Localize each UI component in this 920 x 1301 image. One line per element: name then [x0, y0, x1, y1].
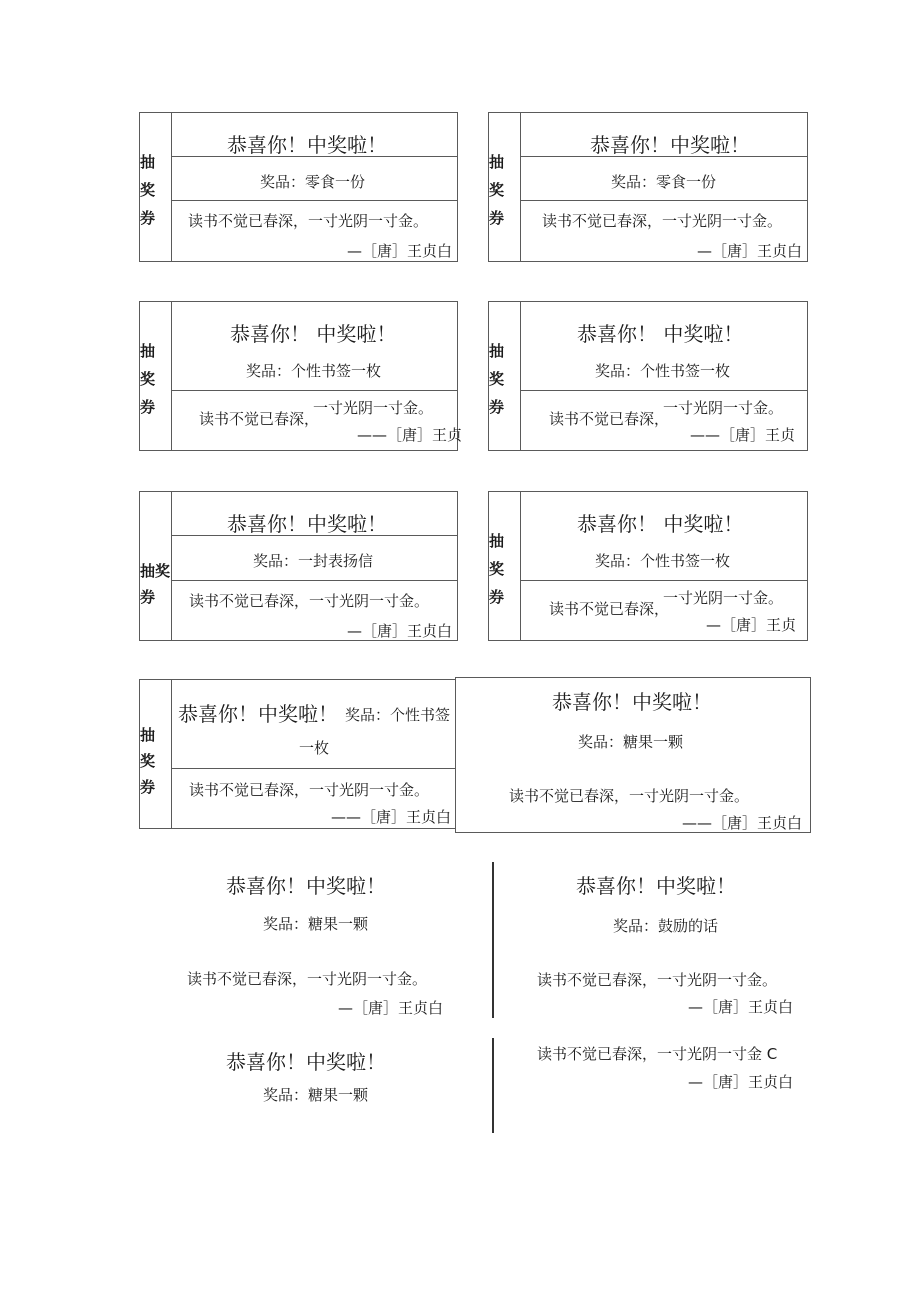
vertical-divider	[492, 862, 494, 1018]
side-char: 券	[489, 588, 505, 606]
ticket-11-prize: 奖品：糖果一颗	[263, 1086, 369, 1104]
divider	[521, 390, 807, 391]
ticket-prize-part2: 一枚	[299, 739, 330, 757]
side-char: 券	[140, 398, 156, 416]
ticket-title: 恭喜你！ 中奖啦！	[230, 322, 397, 346]
side-char: 券	[489, 209, 505, 227]
ticket-12-author: —［唐］王贞白	[688, 1073, 794, 1091]
side-char: 奖	[140, 370, 156, 388]
ticket-side-label	[140, 113, 172, 261]
ticket-poem: 读书不觉已春深，一寸光阴一寸金。	[542, 212, 783, 230]
ticket-author: ——［唐］王贞白	[331, 808, 452, 826]
side-char: 券	[140, 778, 156, 796]
ticket-poem-part1: 读书不觉已春深，	[549, 600, 670, 618]
ticket-9-poem: 读书不觉已春深，一寸光阴一寸金。	[187, 970, 428, 988]
ticket-author: ——［唐］王贞	[690, 426, 796, 444]
side-char: 奖	[140, 181, 156, 199]
ticket-side-label	[140, 302, 172, 450]
ticket-9-title: 恭喜你！中奖啦！	[226, 874, 386, 898]
ticket-7	[139, 679, 458, 829]
ticket-poem: 读书不觉已春深，一寸光阴一寸金。	[509, 787, 750, 805]
side-char: 抽	[489, 153, 505, 171]
side-char: 奖	[489, 181, 505, 199]
ticket-poem-part1: 读书不觉已春深，	[549, 410, 670, 428]
side-char: 券	[140, 588, 156, 606]
divider	[521, 200, 807, 201]
ticket-1	[139, 112, 458, 262]
ticket-poem: 读书不觉已春深，一寸光阴一寸金。	[189, 592, 430, 610]
ticket-side-label	[489, 492, 521, 640]
side-char: 奖	[489, 560, 505, 578]
ticket-10-title: 恭喜你！中奖啦！	[576, 874, 736, 898]
ticket-prize: 奖品：零食一份	[260, 173, 366, 191]
ticket-prize: 奖品：个性书签一枚	[595, 552, 731, 570]
ticket-side-label	[140, 492, 172, 640]
ticket-author: ——［唐］王贞白	[682, 814, 803, 832]
ticket-author: —［唐］王贞	[706, 616, 797, 634]
ticket-author: ——［唐］王贞	[357, 426, 463, 444]
ticket-author: —［唐］王贞白	[347, 242, 453, 260]
ticket-prize: 奖品：糖果一颗	[578, 733, 684, 751]
ticket-title: 恭喜你！ 中奖啦！	[577, 322, 744, 346]
divider	[172, 200, 457, 201]
ticket-11-title: 恭喜你！中奖啦！	[226, 1050, 386, 1074]
ticket-title: 恭喜你！中奖啦！	[227, 512, 387, 536]
ticket-10-prize: 奖品：鼓励的话	[613, 917, 719, 935]
ticket-title: 恭喜你！中奖啦！	[590, 133, 750, 157]
divider	[172, 390, 457, 391]
ticket-prize: 奖品：个性书签一枚	[595, 362, 731, 380]
ticket-side-label	[489, 302, 521, 450]
side-char: 奖	[489, 370, 505, 388]
side-char: 抽	[140, 153, 156, 171]
side-char: 抽	[140, 726, 156, 744]
ticket-9-author: —［唐］王贞白	[338, 999, 444, 1017]
ticket-side-label	[140, 680, 172, 828]
ticket-title: 恭喜你！中奖啦！	[552, 690, 712, 714]
ticket-6	[488, 491, 808, 641]
ticket-10-poem: 读书不觉已春深，一寸光阴一寸金。	[537, 971, 778, 989]
ticket-12-poem: 读书不觉已春深，一寸光阴一寸金 C	[537, 1045, 778, 1063]
divider	[172, 580, 457, 581]
side-char: 券	[489, 398, 505, 416]
ticket-prize: 奖品：一封表扬信	[253, 552, 374, 570]
vertical-divider	[492, 1038, 494, 1133]
side-char: 券	[140, 209, 156, 227]
ticket-poem-part1: 读书不觉已春深，	[199, 410, 320, 428]
side-char: 抽奖	[140, 562, 171, 580]
ticket-5	[139, 491, 458, 641]
ticket-author: —［唐］王贞白	[697, 242, 803, 260]
divider	[521, 580, 807, 581]
ticket-author: —［唐］王贞白	[347, 622, 453, 640]
divider	[172, 768, 457, 769]
side-char: 抽	[489, 342, 505, 360]
ticket-8	[455, 677, 811, 833]
ticket-9-prize: 奖品：糖果一颗	[263, 915, 369, 933]
side-char: 抽	[140, 342, 156, 360]
ticket-2	[488, 112, 808, 262]
side-char: 抽	[489, 532, 505, 550]
ticket-prize: 奖品：零食一份	[611, 173, 717, 191]
ticket-title: 恭喜你！中奖啦！	[227, 133, 387, 157]
ticket-10-author: —［唐］王贞白	[688, 998, 794, 1016]
side-char: 奖	[140, 752, 156, 770]
ticket-title: 恭喜你！中奖啦！	[178, 702, 338, 726]
ticket-prize: 奖品：个性书签一枚	[246, 362, 382, 380]
ticket-poem-part2: 一寸光阴一寸金。	[663, 399, 784, 417]
ticket-poem-part2: 一寸光阴一寸金。	[313, 399, 434, 417]
ticket-side-label	[489, 113, 521, 261]
ticket-poem: 读书不觉已春深，一寸光阴一寸金。	[189, 781, 430, 799]
ticket-poem: 读书不觉已春深，一寸光阴一寸金。	[188, 212, 429, 230]
ticket-4	[488, 301, 808, 451]
ticket-3	[139, 301, 463, 451]
ticket-prize-part1: 奖品：个性书签	[345, 706, 451, 724]
ticket-title: 恭喜你！ 中奖啦！	[577, 512, 744, 536]
ticket-poem-part2: 一寸光阴一寸金。	[663, 589, 784, 607]
